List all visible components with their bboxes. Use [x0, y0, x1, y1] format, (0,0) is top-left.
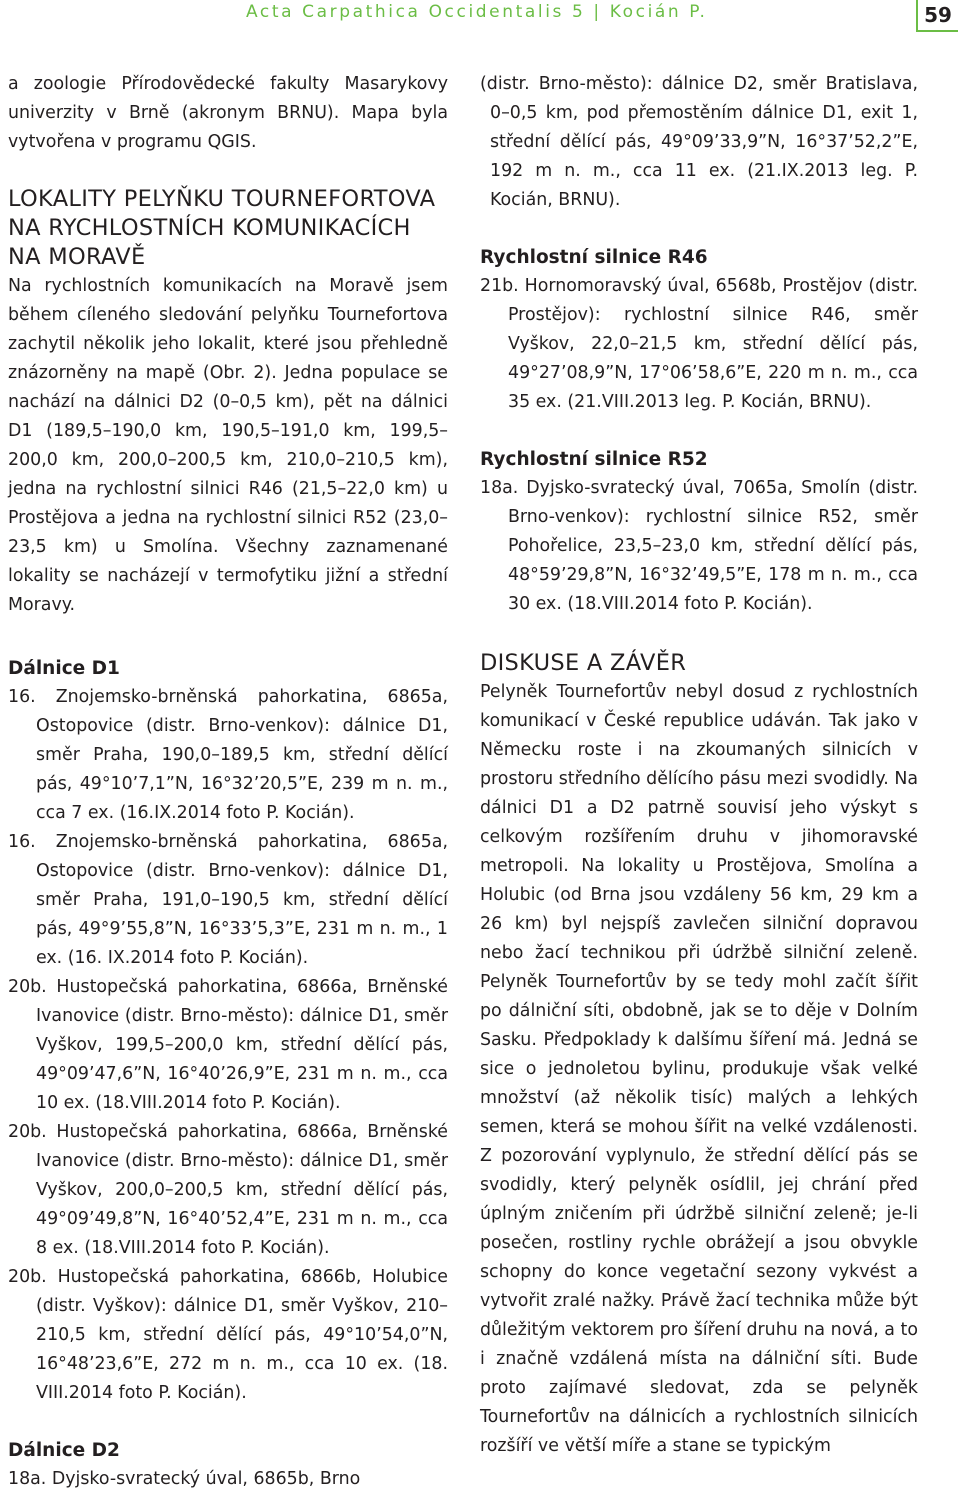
section-title-discussion: DISKUSE A ZÁVĚR: [480, 650, 687, 676]
section-title-localities: LOKALITY PELYŇKU TOURNEFORTOVA NA RYCHLOSTNÍCH KOMUNIKACÍCH NA MORAVĚ: [8, 186, 436, 270]
intro-paragraph: a zoologie Přírodovědecké fakulty Masarykovy univerzity v Brně (akronym BRNU). Mapa byla vytvořena v programu QGIS.: [8, 74, 448, 152]
record-d2-start: 18a. Dyjsko-svratecký úval, 6865b, Brno: [8, 1469, 361, 1489]
record-d2-continued: (distr. Brno-město): dálnice D2, směr Bratislava, 0–0,5 km, pod přemostěním dálnice D1, exit 1, střední dělící pás, 49°09’33,9”N, 16°37’52,2”E, 192 m n. m., cca 11 ex. (21.IX.2013 leg. P. Kocián, BRNU).: [480, 74, 918, 210]
heading-r52: Rychlostní silnice R52: [480, 449, 708, 470]
running-head: [0, 0, 960, 30]
record-d1-2: 16. Znojemsko-brněnská pahorkatina, 6865a, Ostopovice (distr. Brno-venkov): dálnice D1, směr Praha, 191,0–190,5 km, střední dělící pás, 49°9’55,8”N, 16°33’5,3”E, 231 m n. m., 1 ex. (16. IX.2014 foto P. Kocián).: [8, 832, 448, 968]
left-column: [8, 70, 448, 1494]
record-d1-3: 20b. Hustopečská pahorkatina, 6866a, Brněnské Ivanovice (distr. Brno-město): dálnice D1, směr Vyškov, 199,5–200,0 km, střední dělící pás, 49°09’47,6”N, 16°40’26,9”E, 231 m n. m., cca 10 ex. (18.VIII.2014 foto P. Kocián).: [8, 977, 448, 1113]
localities-paragraph: Na rychlostních komunikacích na Moravě jsem během cíleného sledování pelyňku Tournefortova zachytil několik jeho lokalit, které jsou přehledně znázorněny na mapě (Obr. 2). Jedna populace se nachází na dálnici D2 (0–0,5 km), pět na dálnici D1 (189,5–190,0 km, 190,5–191,0 km, 199,5–200,0 km, 200,0–200,5 km, 210,0–210,5 km), jedna na rychlostní silnici R46 (21,5–22,0 km) u Prostějova a jedna na rychlostní silnici R52 (23,0–23,5 km) u Smolína. Všechny zaznamenané lokality se nacházejí v termofytiku jižní a střední Moravy.: [8, 276, 448, 615]
heading-d2: Dálnice D2: [8, 1440, 120, 1461]
record-r52: 18a. Dyjsko-svratecký úval, 7065a, Smolín (distr. Brno-venkov): rychlostní silnice R52, směr Pohořelice, 23,5–23,0 km, střední dělící pás, 48°59’29,8”N, 16°32’49,5”E, 178 m n. m., cca 30 ex. (18.VIII.2014 foto P. Kocián).: [480, 478, 918, 614]
record-d1-1: 16. Znojemsko-brněnská pahorkatina, 6865a, Ostopovice (distr. Brno-venkov): dálnice D1, směr Praha, 190,0–189,5 km, střední dělící pás, 49°10’7,1”N, 16°32’20,5”E, 239 m n. m., cca 7 ex. (16.IX.2014 foto P. Kocián).: [8, 687, 448, 823]
record-d1-5: 20b. Hustopečská pahorkatina, 6866b, Holubice (distr. Vyškov): dálnice D1, směr Vyškov, 210–210,5 km, střední dělící pás, 49°10’54,0”N, 16°48’23,6”E, 272 m n. m., cca 10 ex. (18. VIII.2014 foto P. Kocián).: [8, 1267, 448, 1403]
record-d1-4: 20b. Hustopečská pahorkatina, 6866a, Brněnské Ivanovice (distr. Brno-město): dálnice D1, směr Vyškov, 200,0–200,5 km, střední dělící pás, 49°09’49,8”N, 16°40’52,4”E, 231 m n. m., cca 8 ex. (18.VIII.2014 foto P. Kocián).: [8, 1122, 448, 1258]
right-column: [480, 70, 918, 1461]
discussion-paragraph: Pelyněk Tournefortův nebyl dosud z rychlostních komunikací v České republice udáván. Tak jako v Německu roste i na zkoumaných silnicích v prostoru středního dělícího pásu mezi svodidly. Na dálnici D1 a D2 patrně souvisí jeho výskyt s celkovým rozšířením druhu v jihomoravské metropoli. Na lokality u Prostějova, Smolína a Holubic (od Brna jsou vzdáleny 56 km, 29 km a 26 km) byl nejspíš zavlečen silniční dopravou nebo žací technikou při údržbě silniční zeleně. Pelyněk Tournefortův by se tedy mohl začít šířit po dálniční síti, obdobně, jak se to děje v Dolním Sasku. Předpoklady k dalšímu šíření má. Jedná se sice o jednoletou bylinu, produkuje však velké množství (až několik tisíc) malých a lehkých semen, která se mohou šířit na velké vzdálenosti. Z pozorování vyplynulo, že střední dělící pás se svodidly, který pelyněk osídlil, jej chrání před úplným zničením při údržbě silniční zeleně; je-li posečen, rostliny rychle obrážejí a jsou obvykle schopny do konce vegetační sezony vykvést a vytvořit zralé nažky. Právě žací technika může být důležitým vektorem pro šíření druhu na nová, a to i značně vzdálená místa na dálniční síti. Bude proto zajímavé sledovat, zda se pelyněk Tournefortův na dálnicích a rychlostních silnicích rozšíří ve větší míře a stane se typickým: [480, 682, 918, 1456]
page-number: 59: [916, 0, 958, 32]
record-r46: 21b. Hornomoravský úval, 6568b, Prostějov (distr. Prostějov): rychlostní silnice R46, směr Vyškov, 22,0–21,5 km, střední dělící pás, 49°27’08,9”N, 17°06’58,6”E, 220 m n. m., cca 35 ex. (21.VIII.2013 leg. P. Kocián, BRNU).: [480, 276, 918, 412]
journal-title: Acta Carpathica Occidentalis 5 | Kocián P.: [246, 2, 708, 22]
heading-d1: Dálnice D1: [8, 658, 120, 679]
heading-r46: Rychlostní silnice R46: [480, 247, 708, 268]
